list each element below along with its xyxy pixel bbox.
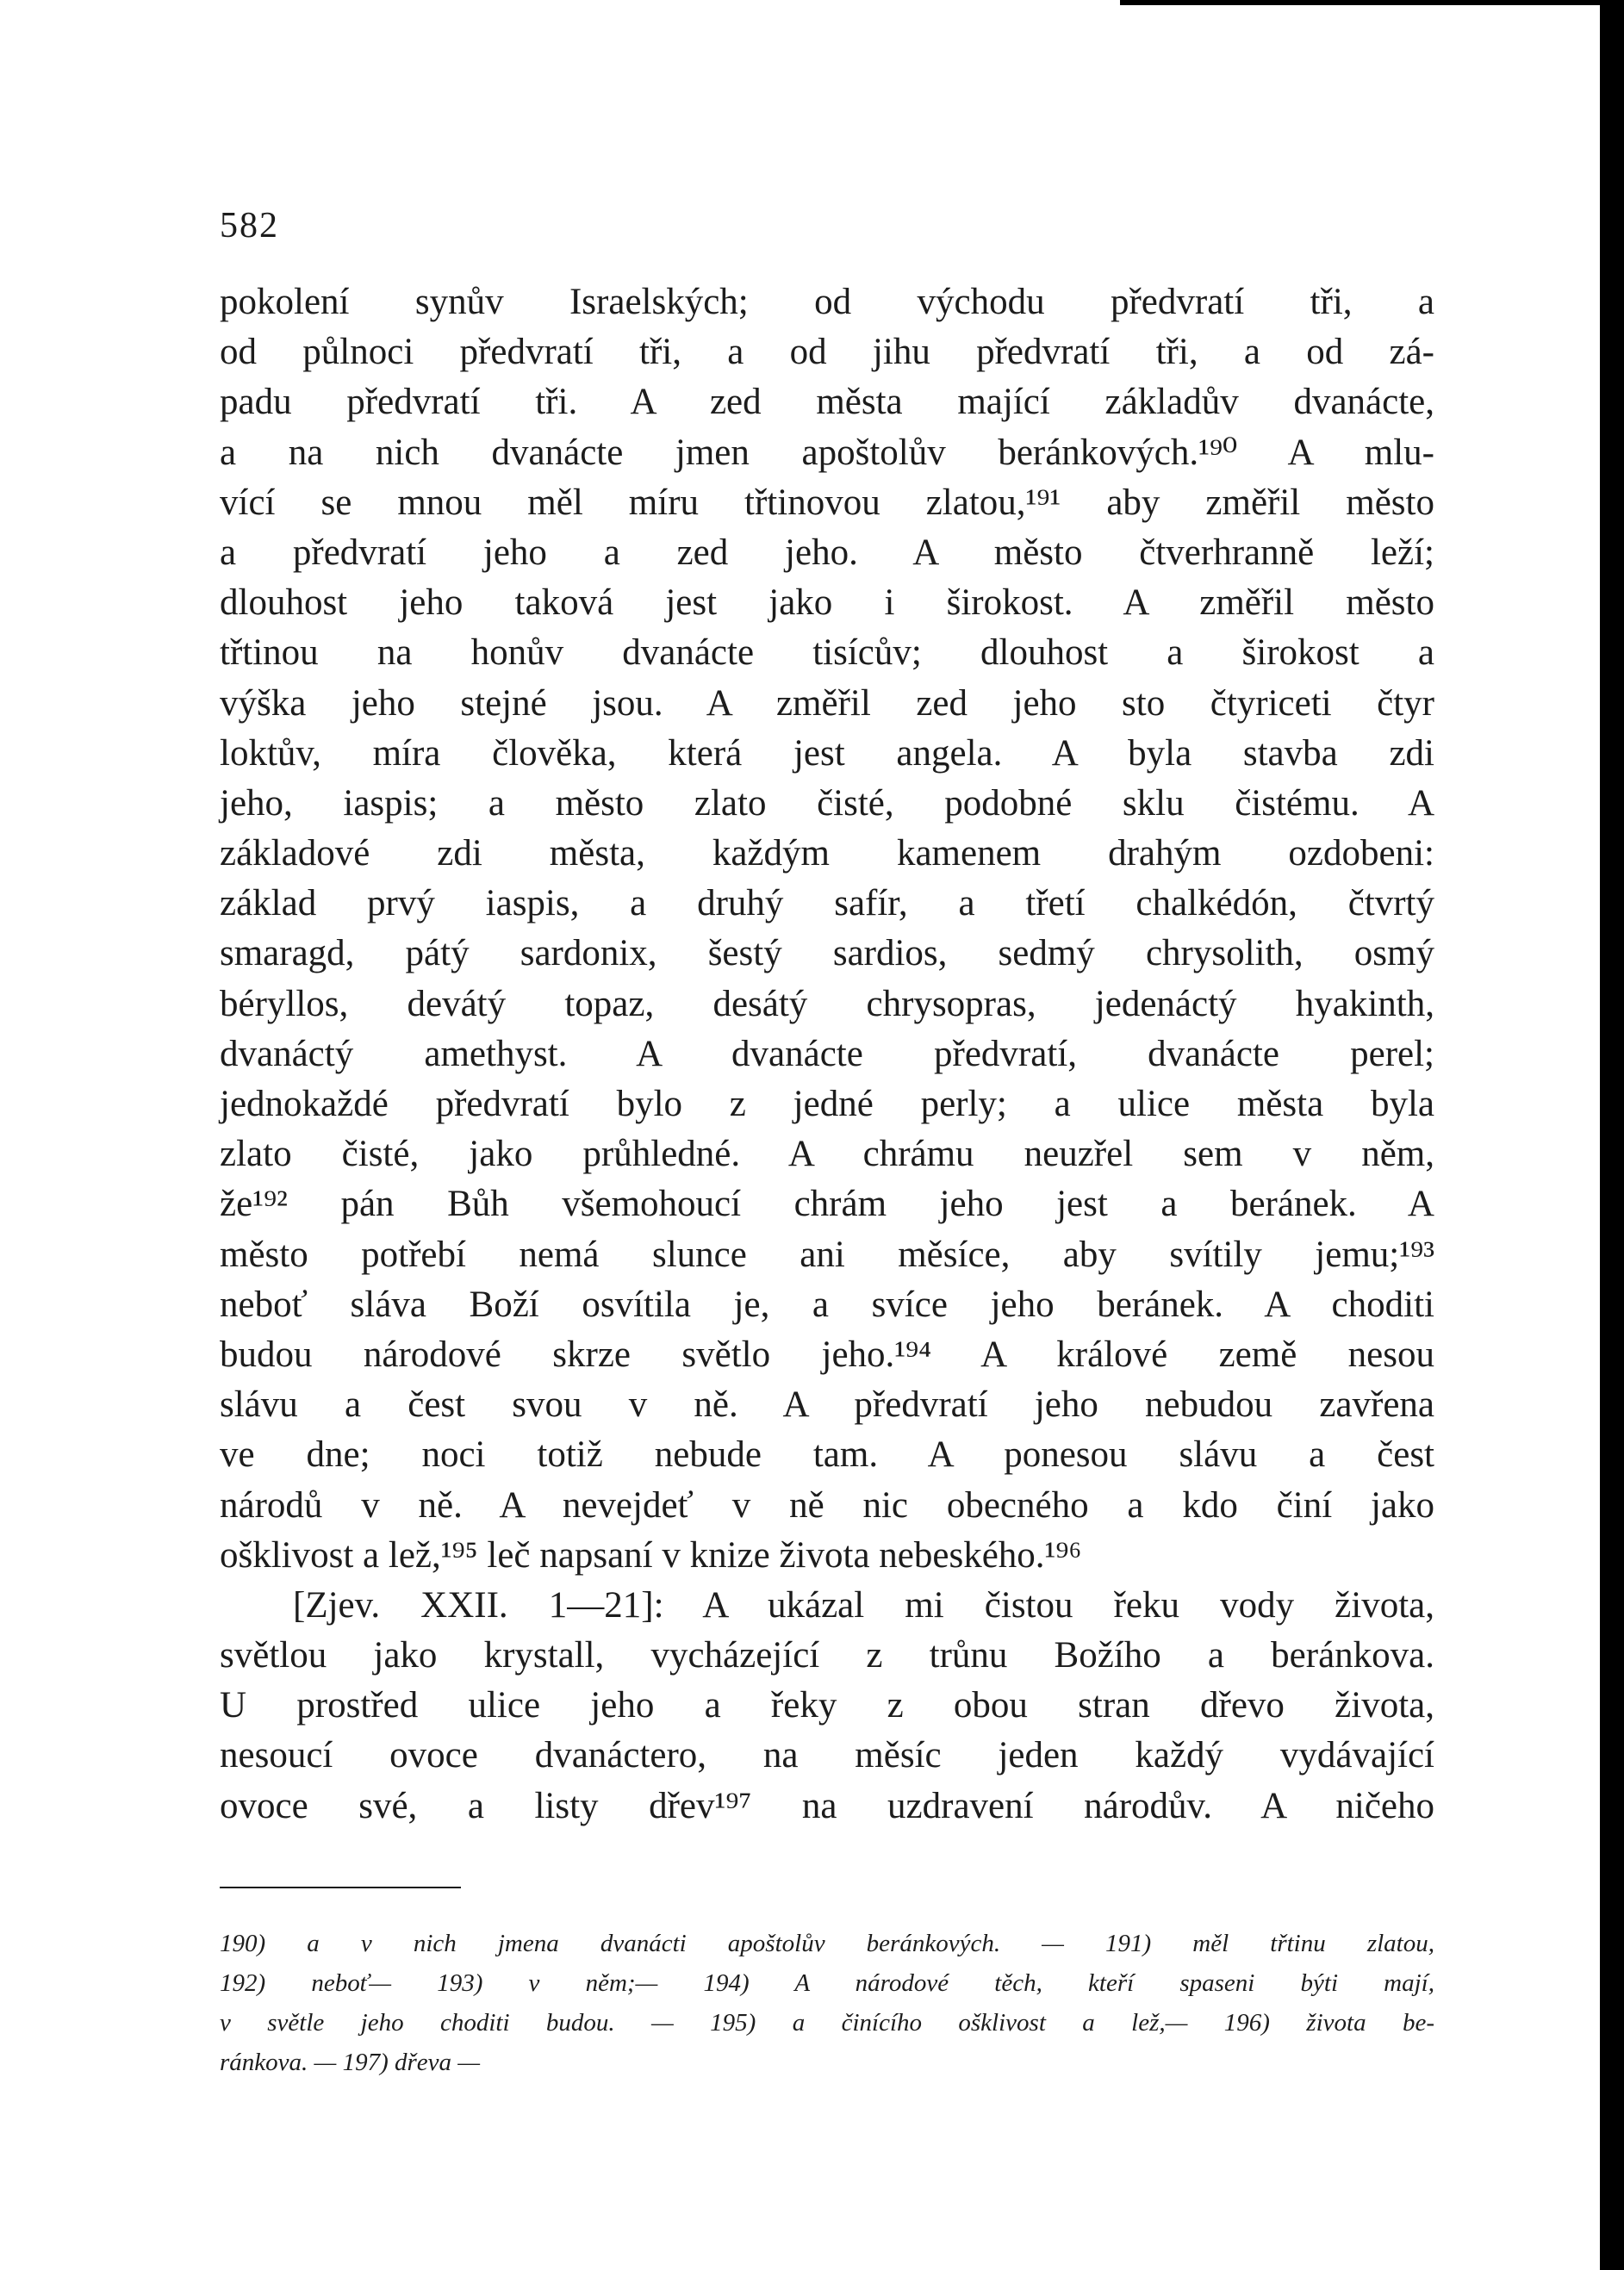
body-line: světlou jako krystall, vycházející z trůnu Božího a beránkova. [220,1635,1434,1676]
body-line: město potřebí nemá slunce ani měsíce, aby svítily jemu;¹⁹³ [220,1234,1434,1275]
body-line: že¹⁹² pán Bůh všemohoucí chrám jeho jest a beránek. A [220,1184,1434,1225]
body-line: dlouhost jeho taková jest jako i širokost. A změřil město [220,582,1434,624]
body-text [220,277,1434,1832]
body-line: ve dne; noci totiž nebude tam. A ponesou slávu a čest [220,1434,1434,1476]
body-line: dvanáctý amethyst. A dvanácte předvratí, dvanácte perel; [220,1033,1434,1074]
scan-border-right [1600,0,1624,2270]
body-line: neboť sláva Boží osvítila je, a svíce jeho beránek. A choditi [220,1284,1434,1325]
footnote-line: 192) neboť— 193) v něm;— 194) A národové těch, kteří spaseni býti mají, [220,1969,1434,1997]
body-line: pokolení synův Israelských; od východu předvratí tři, a [220,282,1434,322]
body-line: vící se mnou měl míru třtinovou zlatou,¹⁹¹ aby změřil město [220,482,1434,523]
body-line: béryllos, devátý topaz, desátý chrysopras, jedenáctý hyakinth, [220,983,1434,1024]
body-line: a na nich dvanácte jmen apoštolův beránkových.¹⁹⁰ A mlu- [220,432,1434,473]
footnote-line: v světle jeho choditi budou. — 195) a činícího ošklivost a lež,— 196) života be- [220,2009,1434,2037]
body-line: ovoce své, a listy dřev¹⁹⁷ na uzdravení národův. A ničeho [220,1785,1434,1826]
body-line: loktův, míra člověka, která jest angela. A byla stavba zdi [220,732,1434,774]
body-line: smaragd, pátý sardonix, šestý sardios, sedmý chrysolith, osmý [220,933,1434,974]
body-line: výška jeho stejné jsou. A změřil zed jeho sto čtyriceti čtyr [220,682,1434,724]
body-line: národů v ně. A nevejdeť v ně nic obecného a kdo činí jako [220,1484,1434,1526]
body-line: a předvratí jeho a zed jeho. A město čtverhranně leží; [220,532,1434,573]
footnote-line: ránkova. — 197) dřeva — [220,2049,481,2076]
body-line: padu předvratí tři. A zed města mající základův dvanácte, [220,382,1434,423]
footnote-separator [220,1887,461,1888]
body-line: základ prvý iaspis, a druhý safír, a třetí chalkédón, čtvrtý [220,883,1434,924]
body-line: ošklivost a lež,¹⁹⁵ leč napsaní v knize života nebeského.¹⁹⁶ [220,1534,1082,1576]
footnote-line: 190) a v nich jmena dvanácti apoštolův beránkových. — 191) měl třtinu zlatou, [220,1930,1434,1957]
body-line: nesoucí ovoce dvanáctero, na měsíc jeden každý vydávající [220,1735,1434,1776]
body-line: jeho, iaspis; a město zlato čisté, podobné sklu čistému. A [220,782,1434,824]
chapter-reference-line: [Zjev. XXII. 1—21]: A ukázal mi čistou řeku vody života, [293,1584,1434,1626]
footnotes [220,1924,1434,2082]
body-line: zlato čisté, jako průhledné. A chrámu neuzřel sem v něm, [220,1134,1434,1175]
body-line: třtinou na honův dvanácte tisícův; dlouhost a širokost a [220,632,1434,674]
scan-border-top [1120,0,1600,5]
body-line: budou národové skrze světlo jeho.¹⁹⁴ A králové země nesou [220,1334,1434,1375]
body-line: U prostřed ulice jeho a řeky z obou stran dřevo života, [220,1685,1434,1726]
body-line: od půlnoci předvratí tři, a od jihu předvratí tři, a od zá- [220,332,1434,373]
body-line: základové zdi města, každým kamenem drahým ozdobeni: [220,833,1434,874]
page-number: 582 [220,206,279,246]
body-line: jednokaždé předvratí bylo z jedné perly; a ulice města byla [220,1084,1434,1124]
body-line: slávu a čest svou v ně. A předvratí jeho nebudou zavřena [220,1384,1434,1426]
